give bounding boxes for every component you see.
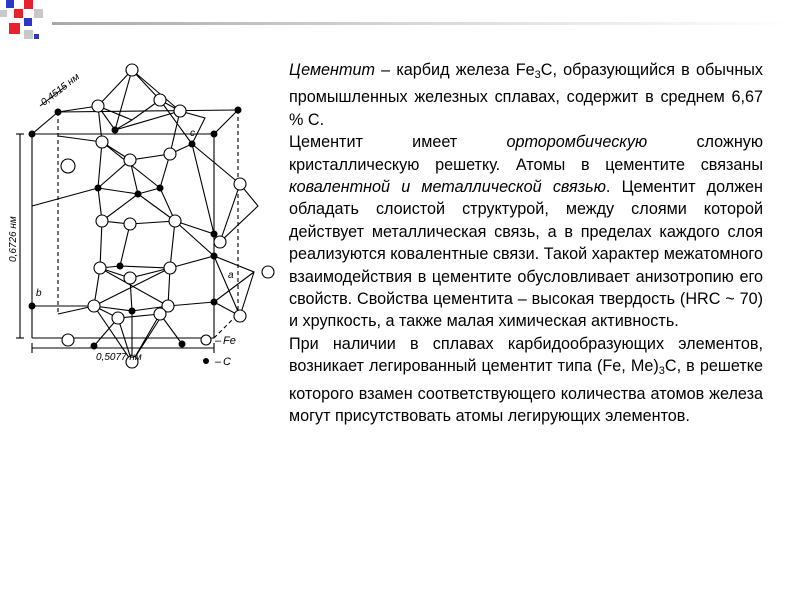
paragraph-alloyed: При наличии в сплавах карбидообразующих элементов, возникает легированный цементит типа (Fe, $Me)_3С$, в решетке которого взамен соответствующего количества атомов железа могут присутствовать атомы легирующих элементов. <box>289 334 763 426</box>
square-red-mid <box>14 9 23 18</box>
fe-atom <box>169 215 181 227</box>
fe-atom <box>124 218 136 230</box>
c-atom <box>211 231 218 238</box>
c-atom <box>157 185 164 192</box>
header-squares-decoration <box>0 0 60 60</box>
fe-atom <box>88 300 100 312</box>
fe-atom <box>234 310 246 322</box>
figure-legend <box>201 335 236 368</box>
box-edge <box>58 110 238 112</box>
c-atom <box>129 308 136 315</box>
c-atom <box>117 263 124 270</box>
fe-atom <box>96 215 108 227</box>
c-atom <box>91 343 98 350</box>
fe-atom <box>96 136 108 148</box>
emphasis-bond-type: ковалентной и металлической связью <box>289 178 606 197</box>
layer-2-bonds <box>98 188 175 268</box>
c-atom <box>211 299 218 306</box>
square-gray-right <box>34 9 43 18</box>
cementite-lattice-figure <box>10 56 282 380</box>
axis-label-a: a <box>228 270 234 281</box>
square-red-lower <box>9 23 20 34</box>
svg-text:–: – <box>215 335 222 347</box>
square-red-topright <box>24 0 33 9</box>
c-atom <box>29 303 36 310</box>
fe-atom <box>262 266 274 278</box>
header-rule <box>52 22 800 25</box>
axis-label-b: b <box>36 288 42 299</box>
dimension-label-c: 0,5077 нм <box>96 352 142 363</box>
fe-atom <box>92 100 104 112</box>
legend-fe-label: Fe <box>223 335 236 347</box>
fe-atom <box>124 154 136 166</box>
axis-label-c: c <box>190 128 195 139</box>
svg-text:–: – <box>215 356 222 368</box>
fe-atom <box>94 262 106 274</box>
paragraph-structure: Цементит имеет орторомбическую сложную кристаллическую решетку. Атомы в цементите связаны ковалентной и металлической связью. Цементит должен обладать слоистой структурой, между слоями которой действует металлическая связь, а в пределах каждого слоя реализуются ковалентные связи. Такой характер межатомного взаимодействия в цементите обусловливает анизотропию его свойств. Свойства цементита – высокая твердость (HRC ~ 70) и хрупкость, а также малая химическая активность. <box>289 133 763 331</box>
c-atom <box>135 191 142 198</box>
fe-atom <box>214 236 226 248</box>
side-bonds-left <box>32 106 102 314</box>
c-atom <box>29 131 36 138</box>
square-gray-left <box>0 10 7 17</box>
fe-atom <box>174 105 186 117</box>
legend-c-label: C <box>223 356 231 368</box>
c-atom <box>55 109 62 116</box>
c-atom <box>235 107 242 114</box>
fe-atom <box>112 312 124 324</box>
body-text <box>289 59 763 428</box>
c-atom <box>211 253 218 260</box>
emphasis-orthorhombic: орторомбическую <box>506 133 648 152</box>
square-blue-mid <box>24 18 32 26</box>
side-bonds-right <box>168 144 258 316</box>
octahedron-top <box>98 70 180 142</box>
fe-atom <box>124 272 136 284</box>
fe-atom <box>164 148 176 160</box>
box-edge <box>214 110 238 134</box>
c-atom <box>179 341 186 348</box>
c-atom <box>112 127 119 134</box>
dimension-label-b: 0,6726 нм <box>8 216 19 262</box>
c-atom <box>211 131 218 138</box>
fe-atom <box>154 308 166 320</box>
c-atom <box>95 185 102 192</box>
legend-fe-icon <box>201 335 211 345</box>
fe-atom <box>126 64 138 76</box>
box-edge <box>32 112 58 134</box>
term-cementite: Цементит <box>289 61 375 79</box>
square-gray-lower <box>24 30 33 39</box>
legend-c-icon <box>203 358 209 364</box>
fe-atom <box>62 334 74 346</box>
fe-atom <box>61 159 75 173</box>
c-atom <box>189 141 196 148</box>
fe-atom <box>164 262 176 274</box>
square-blue-top <box>6 0 14 8</box>
fe-atom <box>234 178 246 190</box>
square-blue-bottom <box>34 34 39 39</box>
dimension-label-a: 0,4515 нм <box>39 71 82 109</box>
paragraph-definition: Цементит – карбид железа $Fe_3С$, образующийся в обычных промышленных железных сплавах, содержит в среднем 6,67 % С. <box>289 61 763 129</box>
fe-atom <box>154 94 166 106</box>
